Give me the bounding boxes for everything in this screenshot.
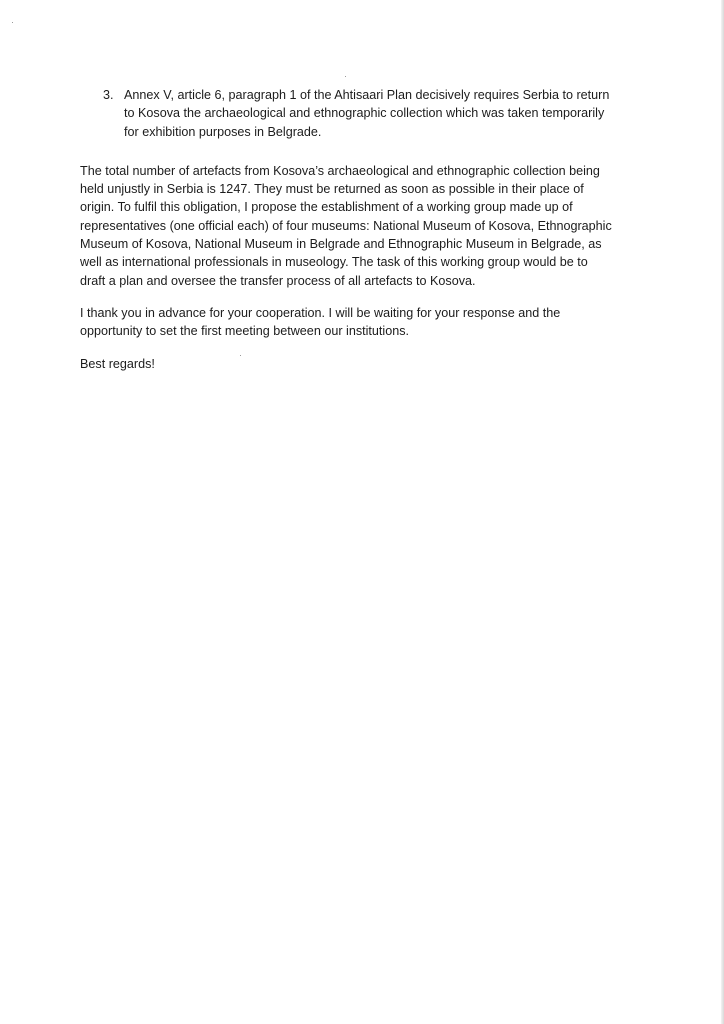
paragraph-line: origin. To fulfil this obligation, I propose the establishment of a working group made up of — [80, 200, 573, 215]
numbered-list-item — [80, 86, 652, 141]
list-item-line: for exhibition purposes in Belgrade. — [124, 124, 322, 139]
list-item-line: to Kosova the archaeological and ethnographic collection which was taken temporarily — [124, 106, 605, 121]
paragraph-line: The total number of artefacts from Kosova’s archaeological and ethnographic collection being — [80, 163, 600, 178]
paragraph-line: opportunity to set the first meeting between our institutions. — [80, 324, 410, 339]
letter-body — [80, 86, 652, 373]
list-item-line: Annex V, article 6, paragraph 1 of the Ahtisaari Plan decisively requires Serbia to return — [124, 88, 610, 102]
list-item-number: 3. — [103, 88, 114, 102]
scan-speck — [12, 22, 13, 23]
paragraph-line: well as international professionals in museology. The task of this working group would be to — [80, 255, 588, 270]
paragraph-line: Museum of Kosova, National Museum in Belgrade and Ethnographic Museum in Belgrade, as — [80, 237, 602, 252]
paragraph-line: I thank you in advance for your cooperation. I will be waiting for your response and the — [80, 305, 561, 320]
closing-salutation: Best regards! — [80, 356, 155, 371]
paragraph-line: representatives (one official each) of four museums: National Museum of Kosova, Ethnographic — [80, 218, 612, 233]
paragraph-thanks — [80, 304, 652, 341]
paragraph-artefacts — [80, 162, 652, 290]
paragraph-line: held unjustly in Serbia is 1247. They must be returned as soon as possible in their place of — [80, 182, 584, 197]
scan-speck — [345, 76, 346, 77]
paragraph-line: draft a plan and oversee the transfer process of all artefacts to Kosova. — [80, 273, 476, 288]
